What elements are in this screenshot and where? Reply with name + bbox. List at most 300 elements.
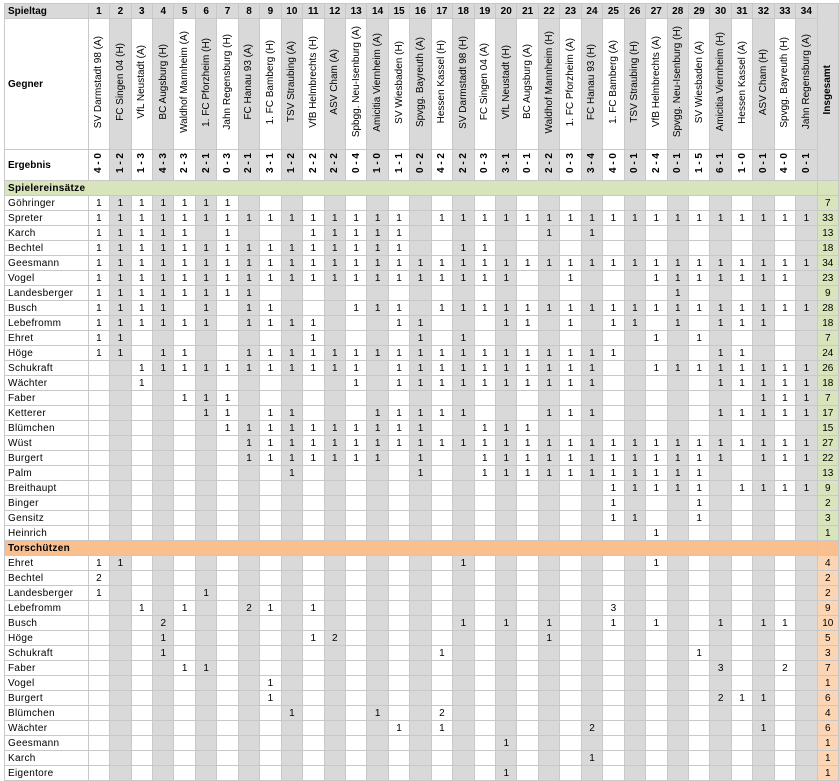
count-cell: 1	[474, 271, 495, 286]
count-cell: 1	[624, 511, 645, 526]
count-cell	[624, 406, 645, 421]
count-cell: 1	[560, 211, 581, 226]
count-cell: 1	[517, 301, 538, 316]
count-cell	[324, 316, 345, 331]
result-score: 0 - 3	[565, 152, 577, 173]
count-cell	[603, 391, 624, 406]
count-cell	[753, 196, 774, 211]
count-cell: 1	[667, 301, 688, 316]
player-total: 1	[817, 676, 838, 691]
count-cell	[195, 331, 216, 346]
count-cell	[131, 571, 152, 586]
count-cell	[496, 706, 517, 721]
count-cell	[796, 706, 817, 721]
count-cell	[774, 511, 795, 526]
count-cell	[410, 676, 431, 691]
count-cell	[281, 196, 302, 211]
count-cell	[517, 676, 538, 691]
result-cell	[238, 150, 259, 181]
count-cell: 1	[517, 451, 538, 466]
count-cell	[581, 316, 602, 331]
appearance-row	[5, 496, 839, 511]
opponent-name: Amicitia Viernheim (A)	[372, 32, 384, 132]
count-cell	[367, 496, 388, 511]
count-cell	[517, 646, 538, 661]
scorers-section	[5, 541, 839, 556]
count-cell	[710, 676, 731, 691]
count-cell	[667, 421, 688, 436]
count-cell	[345, 196, 366, 211]
count-cell: 1	[260, 676, 281, 691]
count-cell	[367, 616, 388, 631]
count-cell	[731, 496, 752, 511]
count-cell	[303, 676, 324, 691]
count-cell	[110, 601, 131, 616]
opponent-label: Gegner	[5, 19, 89, 150]
result-score: 1 - 2	[286, 152, 298, 173]
count-cell: 1	[796, 436, 817, 451]
count-cell	[281, 481, 302, 496]
appearances-section-label: Spielereinsätze	[5, 181, 818, 196]
count-cell	[281, 226, 302, 241]
player-name: Ehret	[5, 331, 89, 346]
count-cell: 1	[667, 286, 688, 301]
result-score: 4 - 0	[607, 152, 619, 173]
count-cell	[517, 526, 538, 541]
count-cell: 1	[710, 211, 731, 226]
count-cell	[796, 601, 817, 616]
count-cell	[431, 586, 452, 601]
count-cell	[624, 616, 645, 631]
count-cell	[581, 616, 602, 631]
player-total: 26	[817, 361, 838, 376]
opponent-name: BC Augsburg (A)	[522, 44, 534, 120]
count-cell	[453, 766, 474, 781]
count-cell	[174, 481, 195, 496]
count-cell: 1	[538, 361, 559, 376]
count-cell	[688, 526, 709, 541]
count-cell	[538, 721, 559, 736]
count-cell	[303, 406, 324, 421]
opponent-cell	[303, 19, 324, 150]
count-cell	[110, 376, 131, 391]
count-cell	[603, 196, 624, 211]
count-cell	[710, 241, 731, 256]
result-cell	[153, 150, 174, 181]
count-cell: 1	[646, 271, 667, 286]
count-cell	[410, 301, 431, 316]
count-cell	[388, 616, 409, 631]
count-cell	[110, 766, 131, 781]
count-cell: 1	[195, 196, 216, 211]
count-cell	[496, 226, 517, 241]
count-cell: 1	[88, 196, 109, 211]
count-cell: 1	[453, 436, 474, 451]
player-name: Schukraft	[5, 646, 89, 661]
count-cell: 1	[431, 256, 452, 271]
matchday-number: 9	[260, 4, 281, 19]
count-cell	[560, 331, 581, 346]
count-cell	[410, 691, 431, 706]
result-score: 0 - 3	[479, 152, 491, 173]
count-cell: 1	[646, 466, 667, 481]
appearance-row	[5, 271, 839, 286]
result-label: Ergebnis	[5, 150, 89, 181]
count-cell	[753, 571, 774, 586]
count-cell: 1	[388, 406, 409, 421]
count-cell: 1	[796, 376, 817, 391]
count-cell	[388, 661, 409, 676]
count-cell	[131, 661, 152, 676]
count-cell: 1	[281, 706, 302, 721]
count-cell	[281, 571, 302, 586]
count-cell: 1	[496, 766, 517, 781]
result-cell	[303, 150, 324, 181]
count-cell	[88, 721, 109, 736]
player-total: 7	[817, 661, 838, 676]
count-cell	[496, 511, 517, 526]
count-cell	[474, 601, 495, 616]
count-cell	[667, 706, 688, 721]
count-cell: 1	[646, 451, 667, 466]
opponent-cell	[496, 19, 517, 150]
count-cell	[174, 421, 195, 436]
count-cell	[238, 691, 259, 706]
count-cell	[538, 526, 559, 541]
count-cell	[260, 481, 281, 496]
count-cell: 1	[496, 736, 517, 751]
result-score: 2 - 2	[543, 152, 555, 173]
count-cell	[796, 241, 817, 256]
count-cell: 1	[624, 466, 645, 481]
count-cell: 1	[131, 211, 152, 226]
count-cell	[731, 706, 752, 721]
count-cell: 1	[688, 271, 709, 286]
count-cell: 1	[603, 316, 624, 331]
player-total: 2	[817, 586, 838, 601]
count-cell: 1	[688, 211, 709, 226]
result-score: 1 - 5	[693, 152, 705, 173]
count-cell	[324, 526, 345, 541]
result-score: 0 - 1	[757, 152, 769, 173]
count-cell: 1	[281, 451, 302, 466]
player-total: 1	[817, 751, 838, 766]
count-cell	[560, 721, 581, 736]
count-cell	[174, 706, 195, 721]
count-cell	[517, 481, 538, 496]
count-cell: 1	[774, 256, 795, 271]
count-cell: 1	[153, 316, 174, 331]
count-cell: 1	[303, 451, 324, 466]
count-cell	[367, 646, 388, 661]
count-cell	[517, 616, 538, 631]
count-cell	[453, 646, 474, 661]
count-cell	[581, 631, 602, 646]
count-cell	[496, 646, 517, 661]
count-cell	[345, 586, 366, 601]
count-cell	[453, 676, 474, 691]
count-cell: 1	[367, 241, 388, 256]
count-cell: 1	[260, 421, 281, 436]
opponent-name: Amicitia Viernheim (H)	[715, 32, 727, 132]
count-cell	[560, 391, 581, 406]
player-total: 7	[817, 331, 838, 346]
count-cell: 1	[581, 436, 602, 451]
count-cell	[153, 691, 174, 706]
count-cell	[560, 421, 581, 436]
count-cell: 1	[496, 616, 517, 631]
count-cell: 1	[431, 436, 452, 451]
count-cell	[646, 316, 667, 331]
count-cell: 1	[753, 451, 774, 466]
count-cell	[345, 331, 366, 346]
count-cell: 1	[345, 211, 366, 226]
scorer-row	[5, 601, 839, 616]
count-cell	[238, 736, 259, 751]
count-cell: 1	[496, 451, 517, 466]
opponent-name: Waldhof Mannheim (H)	[543, 30, 555, 134]
count-cell: 1	[796, 451, 817, 466]
count-cell	[281, 301, 302, 316]
count-cell	[238, 226, 259, 241]
count-cell: 1	[238, 301, 259, 316]
count-cell	[131, 511, 152, 526]
count-cell: 1	[238, 256, 259, 271]
count-cell	[603, 766, 624, 781]
count-cell	[688, 376, 709, 391]
count-cell	[345, 391, 366, 406]
count-cell	[603, 406, 624, 421]
count-cell	[131, 646, 152, 661]
count-cell	[774, 496, 795, 511]
player-name: Wüst	[5, 436, 89, 451]
count-cell	[474, 331, 495, 346]
count-cell	[260, 646, 281, 661]
count-cell	[646, 721, 667, 736]
count-cell	[388, 646, 409, 661]
count-cell	[410, 571, 431, 586]
count-cell: 1	[217, 391, 238, 406]
count-cell	[646, 646, 667, 661]
opponent-name: FC Hanau 93 (H)	[586, 43, 598, 121]
count-cell	[431, 481, 452, 496]
count-cell: 1	[153, 196, 174, 211]
count-cell	[538, 481, 559, 496]
opponent-name: Jahn Regensburg (A)	[800, 34, 812, 130]
player-total: 22	[817, 451, 838, 466]
count-cell	[195, 631, 216, 646]
count-cell	[281, 556, 302, 571]
count-cell	[110, 511, 131, 526]
player-name: Höge	[5, 631, 89, 646]
result-score: 3 - 4	[586, 152, 598, 173]
count-cell	[474, 406, 495, 421]
count-cell	[731, 721, 752, 736]
count-cell: 1	[303, 211, 324, 226]
count-cell	[796, 496, 817, 511]
count-cell: 1	[581, 301, 602, 316]
count-cell	[603, 361, 624, 376]
count-cell	[238, 376, 259, 391]
opponent-cell	[538, 19, 559, 150]
count-cell	[110, 421, 131, 436]
count-cell	[195, 421, 216, 436]
count-cell	[367, 736, 388, 751]
count-cell: 1	[667, 316, 688, 331]
player-total: 34	[817, 256, 838, 271]
count-cell	[174, 436, 195, 451]
count-cell	[796, 586, 817, 601]
count-cell	[195, 526, 216, 541]
result-score: 6 - 1	[715, 152, 727, 173]
count-cell	[774, 286, 795, 301]
count-cell	[153, 661, 174, 676]
player-name: Wächter	[5, 376, 89, 391]
scorer-row	[5, 676, 839, 691]
count-cell: 1	[410, 451, 431, 466]
count-cell	[603, 286, 624, 301]
result-score: 0 - 2	[414, 152, 426, 173]
appearance-row	[5, 451, 839, 466]
count-cell: 1	[388, 721, 409, 736]
count-cell: 1	[131, 196, 152, 211]
count-cell	[581, 646, 602, 661]
count-cell	[153, 511, 174, 526]
player-name: Blümchen	[5, 421, 89, 436]
scorer-row	[5, 691, 839, 706]
count-cell	[731, 736, 752, 751]
count-cell	[646, 496, 667, 511]
count-cell	[153, 601, 174, 616]
count-cell	[131, 331, 152, 346]
count-cell: 1	[195, 256, 216, 271]
count-cell	[517, 241, 538, 256]
player-total: 17	[817, 406, 838, 421]
count-cell: 1	[410, 331, 431, 346]
player-name: Bechtel	[5, 571, 89, 586]
matchday-number: 4	[153, 4, 174, 19]
count-cell	[195, 346, 216, 361]
count-cell: 1	[88, 256, 109, 271]
count-cell	[538, 316, 559, 331]
count-cell: 1	[174, 241, 195, 256]
count-cell: 1	[388, 241, 409, 256]
count-cell	[581, 766, 602, 781]
appearance-row	[5, 256, 839, 271]
count-cell	[324, 301, 345, 316]
count-cell	[581, 691, 602, 706]
count-cell	[238, 571, 259, 586]
count-cell	[753, 346, 774, 361]
count-cell	[131, 496, 152, 511]
count-cell	[603, 526, 624, 541]
opponent-name: SV Wiesbaden (A)	[693, 40, 705, 124]
opponent-name: VfL Neustadt (H)	[500, 44, 512, 120]
count-cell: 1	[517, 436, 538, 451]
player-total: 2	[817, 571, 838, 586]
count-cell	[431, 571, 452, 586]
count-cell	[345, 721, 366, 736]
count-cell: 1	[303, 241, 324, 256]
result-score: 0 - 4	[350, 152, 362, 173]
player-name: Faber	[5, 661, 89, 676]
count-cell	[774, 226, 795, 241]
count-cell	[753, 526, 774, 541]
count-cell: 1	[174, 601, 195, 616]
result-score: 2 - 2	[307, 152, 319, 173]
result-score: 3 - 1	[264, 152, 276, 173]
count-cell	[624, 376, 645, 391]
count-cell	[667, 661, 688, 676]
count-cell: 1	[410, 421, 431, 436]
count-cell	[624, 706, 645, 721]
count-cell	[796, 526, 817, 541]
count-cell	[110, 406, 131, 421]
count-cell	[667, 601, 688, 616]
count-cell	[560, 631, 581, 646]
count-cell: 1	[517, 361, 538, 376]
count-cell	[324, 196, 345, 211]
count-cell	[367, 316, 388, 331]
count-cell	[324, 676, 345, 691]
count-cell	[131, 736, 152, 751]
count-cell: 1	[217, 421, 238, 436]
count-cell	[517, 601, 538, 616]
count-cell	[731, 421, 752, 436]
count-cell: 1	[538, 616, 559, 631]
result-cell	[324, 150, 345, 181]
count-cell: 1	[431, 721, 452, 736]
count-cell	[217, 556, 238, 571]
count-cell: 1	[431, 361, 452, 376]
matchday-number: 7	[217, 4, 238, 19]
count-cell	[538, 661, 559, 676]
count-cell	[431, 601, 452, 616]
count-cell: 1	[281, 241, 302, 256]
count-cell: 1	[388, 301, 409, 316]
opponent-cell	[624, 19, 645, 150]
count-cell	[388, 451, 409, 466]
count-cell	[217, 676, 238, 691]
count-cell	[581, 706, 602, 721]
count-cell: 1	[624, 256, 645, 271]
count-cell	[496, 241, 517, 256]
count-cell	[345, 556, 366, 571]
count-cell	[517, 571, 538, 586]
count-cell	[603, 421, 624, 436]
count-cell	[496, 406, 517, 421]
result-score: 2 - 1	[200, 152, 212, 173]
count-cell	[324, 286, 345, 301]
count-cell	[753, 706, 774, 721]
matchday-number: 8	[238, 4, 259, 19]
count-cell: 1	[774, 391, 795, 406]
count-cell	[88, 616, 109, 631]
count-cell	[324, 391, 345, 406]
count-cell: 1	[581, 361, 602, 376]
count-cell: 1	[796, 211, 817, 226]
count-cell	[688, 766, 709, 781]
count-cell	[153, 766, 174, 781]
count-cell	[238, 616, 259, 631]
count-cell	[731, 601, 752, 616]
count-cell	[281, 736, 302, 751]
count-cell: 1	[796, 481, 817, 496]
count-cell	[474, 391, 495, 406]
count-cell	[431, 616, 452, 631]
count-cell: 1	[774, 436, 795, 451]
count-cell	[688, 391, 709, 406]
